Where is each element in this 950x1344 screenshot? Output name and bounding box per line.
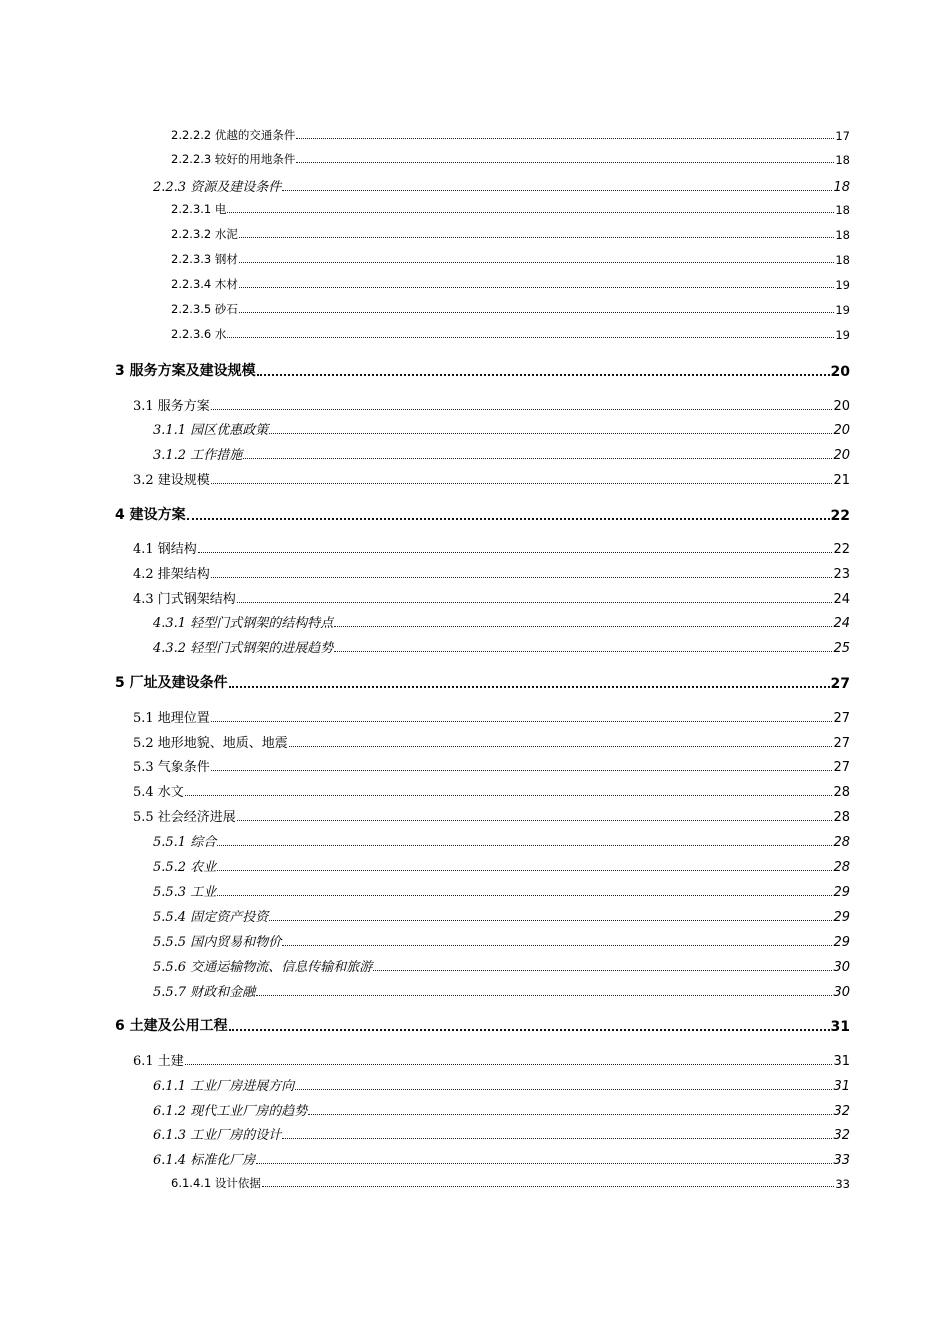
toc-entry[interactable] — [171, 201, 850, 217]
toc-entry-page-number: 28 — [833, 835, 850, 850]
toc-entry-title: 6.1.4 标准化厂房 — [153, 1153, 256, 1168]
toc-entry-page-number: 21 — [833, 473, 850, 488]
toc-entry-page-number: 30 — [833, 960, 850, 975]
toc-entry-page-number: 23 — [833, 567, 850, 582]
dot-leader — [217, 895, 832, 896]
toc-entry-page-number: 28 — [833, 810, 850, 825]
toc-entry-title: 4.1 钢结构 — [133, 542, 197, 557]
toc-entry[interactable] — [133, 756, 850, 775]
toc-entry-page-number: 28 — [833, 785, 850, 800]
toc-entry-page-number: 29 — [833, 910, 850, 925]
toc-entry[interactable] — [153, 881, 850, 900]
dot-leader — [256, 995, 832, 996]
toc-entry-title: 6.1.3 工业厂房的设计 — [153, 1128, 282, 1143]
toc-entry[interactable] — [133, 806, 850, 825]
toc-entry-title: 2.2.3.6 水 — [171, 327, 227, 341]
toc-entry-title: 4.3.1 轻型门式钢架的结构特点 — [153, 616, 334, 631]
toc-entry[interactable] — [171, 276, 850, 292]
dot-leader — [227, 212, 834, 213]
toc-entry[interactable] — [153, 1124, 850, 1143]
toc-entry-title: 3.1 服务方案 — [133, 399, 210, 414]
toc-entry-title: 2.2.2.3 较好的用地条件 — [171, 152, 296, 166]
toc-entry-title: 6.1.1 工业厂房进展方向 — [153, 1079, 295, 1094]
toc-entry-page-number: 32 — [833, 1128, 850, 1143]
toc-entry-title: 5.4 水文 — [133, 785, 184, 800]
toc-entry[interactable] — [153, 1149, 850, 1168]
dot-leader — [229, 1029, 830, 1031]
dot-leader — [185, 1064, 833, 1065]
toc-entry[interactable] — [115, 1015, 850, 1035]
dot-leader — [237, 602, 833, 603]
toc-entry-page-number: 31 — [833, 1079, 850, 1094]
dot-leader — [256, 1163, 832, 1164]
toc-entry-page-number: 22 — [830, 508, 850, 524]
toc-entry-page-number: 28 — [833, 860, 850, 875]
dot-leader — [227, 337, 834, 338]
toc-entry[interactable] — [133, 588, 850, 607]
dot-leader — [282, 1138, 832, 1139]
dot-leader — [217, 870, 832, 871]
dot-leader — [211, 409, 833, 410]
toc-entry-title: 5.1 地理位置 — [133, 711, 210, 726]
dot-leader — [373, 970, 832, 971]
toc-entry-page-number: 18 — [835, 153, 850, 167]
toc-entry[interactable] — [115, 360, 850, 380]
dot-leader — [217, 845, 832, 846]
toc-entry-title: 3.1.1 园区优惠政策 — [153, 423, 269, 438]
toc-entry-page-number: 29 — [833, 885, 850, 900]
toc-entry[interactable] — [133, 395, 850, 414]
toc-entry[interactable] — [153, 419, 850, 438]
toc-entry-title: 2.2.3.2 水泥 — [171, 227, 238, 241]
toc-entry[interactable] — [153, 1100, 850, 1119]
toc-entry-title: 4.3.2 轻型门式钢架的进展趋势 — [153, 641, 334, 656]
toc-entry-page-number: 20 — [833, 399, 850, 414]
dot-leader — [243, 458, 832, 459]
toc-entry-page-number: 30 — [833, 985, 850, 1000]
dot-leader — [289, 746, 833, 747]
toc-entry-page-number: 19 — [835, 278, 850, 292]
dot-leader — [334, 626, 832, 627]
dot-leader — [239, 237, 834, 238]
toc-entry[interactable] — [153, 444, 850, 463]
toc-entry[interactable] — [133, 469, 850, 488]
toc-entry-title: 2.2.3.3 钢材 — [171, 252, 238, 266]
toc-entry-title: 4.3 门式钢架结构 — [133, 592, 236, 607]
toc-entry-page-number: 18 — [835, 203, 850, 217]
toc-entry[interactable] — [133, 563, 850, 582]
toc-entry[interactable] — [153, 612, 850, 631]
toc-entry-title: 5.3 气象条件 — [133, 760, 210, 775]
toc-entry-page-number: 32 — [833, 1104, 850, 1119]
toc-entry-title: 2.2.3.4 木材 — [171, 277, 238, 291]
toc-entry-page-number: 20 — [833, 448, 850, 463]
toc-entry-page-number: 20 — [830, 364, 850, 380]
dot-leader — [295, 1089, 832, 1090]
toc-entry-title: 6.1.2 现代工业厂房的趋势 — [153, 1104, 308, 1119]
toc-entry-title: 4.2 排架结构 — [133, 567, 210, 582]
toc-entry-title: 3 服务方案及建设规模 — [115, 363, 256, 379]
toc-entry-title: 4 建设方案 — [115, 507, 186, 523]
toc-entry[interactable] — [153, 637, 850, 656]
toc-entry-page-number: 29 — [833, 935, 850, 950]
dot-leader — [269, 920, 832, 921]
toc-entry-page-number: 18 — [835, 228, 850, 242]
dot-leader — [229, 686, 830, 688]
toc-entry[interactable] — [171, 326, 850, 342]
toc-entry[interactable] — [171, 127, 850, 143]
toc-entry[interactable] — [171, 1175, 850, 1191]
toc-entry[interactable] — [115, 672, 850, 692]
toc-entry-page-number: 19 — [835, 303, 850, 317]
toc-entry[interactable] — [133, 707, 850, 726]
toc-entry[interactable] — [133, 732, 850, 751]
toc-entry[interactable] — [153, 856, 850, 875]
dot-leader — [334, 651, 832, 652]
toc-entry-page-number: 18 — [835, 253, 850, 267]
dot-leader — [198, 552, 833, 553]
toc-entry[interactable] — [153, 906, 850, 925]
toc-entry[interactable] — [153, 931, 850, 950]
dot-leader — [269, 433, 832, 434]
toc-entry-page-number: 31 — [830, 1019, 850, 1035]
toc-entry-page-number: 27 — [833, 760, 850, 775]
dot-leader — [187, 518, 830, 520]
dot-leader — [296, 162, 834, 163]
toc-entry[interactable] — [153, 981, 850, 1000]
dot-leader — [308, 1114, 832, 1115]
dot-leader — [239, 312, 834, 313]
toc-entry-title: 5.5.4 固定资产投资 — [153, 910, 269, 925]
dot-leader — [239, 287, 834, 288]
toc-entry[interactable] — [171, 251, 850, 267]
toc-entry-title: 5 厂址及建设条件 — [115, 675, 228, 691]
toc-entry-title: 5.5.3 工业 — [153, 885, 217, 900]
toc-entry[interactable] — [171, 226, 850, 242]
toc-entry[interactable] — [171, 151, 850, 167]
toc-entry-title: 6.1.4.1 设计依据 — [171, 1176, 261, 1190]
toc-entry[interactable] — [153, 1075, 850, 1094]
toc-entry-page-number: 27 — [830, 676, 850, 692]
toc-entry-page-number: 20 — [833, 423, 850, 438]
toc-entry-title: 5.5.5 国内贸易和物价 — [153, 935, 282, 950]
toc-entry-page-number: 25 — [833, 641, 850, 656]
toc-entry-title: 2.2.3.1 电 — [171, 202, 227, 216]
toc-entry-page-number: 33 — [833, 1153, 850, 1168]
toc-entry[interactable] — [153, 176, 850, 195]
toc-entry-page-number: 33 — [835, 1177, 850, 1191]
dot-leader — [262, 1186, 834, 1187]
toc-entry[interactable] — [115, 504, 850, 524]
dot-leader — [282, 945, 832, 946]
dot-leader — [211, 721, 833, 722]
dot-leader — [237, 820, 833, 821]
toc-entry-title: 3.1.2 工作措施 — [153, 448, 243, 463]
toc-entry-title: 5.2 地形地貌、地质、地震 — [133, 736, 288, 751]
toc-entry-page-number: 27 — [833, 711, 850, 726]
toc-entry-title: 5.5.2 农业 — [153, 860, 217, 875]
toc-entry-page-number: 24 — [833, 592, 850, 607]
dot-leader — [211, 483, 833, 484]
toc-entry-title: 5.5.1 综合 — [153, 835, 217, 850]
dot-leader — [211, 577, 833, 578]
toc-entry-title: 6.1 土建 — [133, 1054, 184, 1069]
dot-leader — [257, 374, 830, 376]
toc-entry-title: 2.2.2.2 优越的交通条件 — [171, 128, 296, 142]
toc-entry[interactable] — [171, 301, 850, 317]
toc-entry-title: 3.2 建设规模 — [133, 473, 210, 488]
toc-entry-title: 5.5.7 财政和金融 — [153, 985, 256, 1000]
toc-entry-page-number: 27 — [833, 736, 850, 751]
toc-entry-page-number: 17 — [835, 129, 850, 143]
toc-entry-page-number: 24 — [833, 616, 850, 631]
toc-entry-title: 6 土建及公用工程 — [115, 1018, 228, 1034]
dot-leader — [296, 138, 834, 139]
toc-entry[interactable] — [133, 1050, 850, 1069]
toc-entry-page-number: 18 — [833, 180, 850, 195]
toc-entry-title: 5.5.6 交通运输物流、信息传输和旅游 — [153, 960, 373, 975]
toc-entry-title: 2.2.3.5 砂石 — [171, 302, 238, 316]
toc-entry-page-number: 31 — [833, 1054, 850, 1069]
toc-entry-page-number: 22 — [833, 542, 850, 557]
toc-entry[interactable] — [153, 831, 850, 850]
toc-entry-title: 2.2.3 资源及建设条件 — [153, 180, 282, 195]
toc-entry[interactable] — [133, 781, 850, 800]
dot-leader — [239, 262, 834, 263]
dot-leader — [282, 190, 832, 191]
toc-entry-title: 5.5 社会经济进展 — [133, 810, 236, 825]
toc-entry[interactable] — [133, 538, 850, 557]
dot-leader — [185, 795, 833, 796]
toc-entry-page-number: 19 — [835, 328, 850, 342]
dot-leader — [211, 770, 833, 771]
toc-entry[interactable] — [153, 956, 850, 975]
